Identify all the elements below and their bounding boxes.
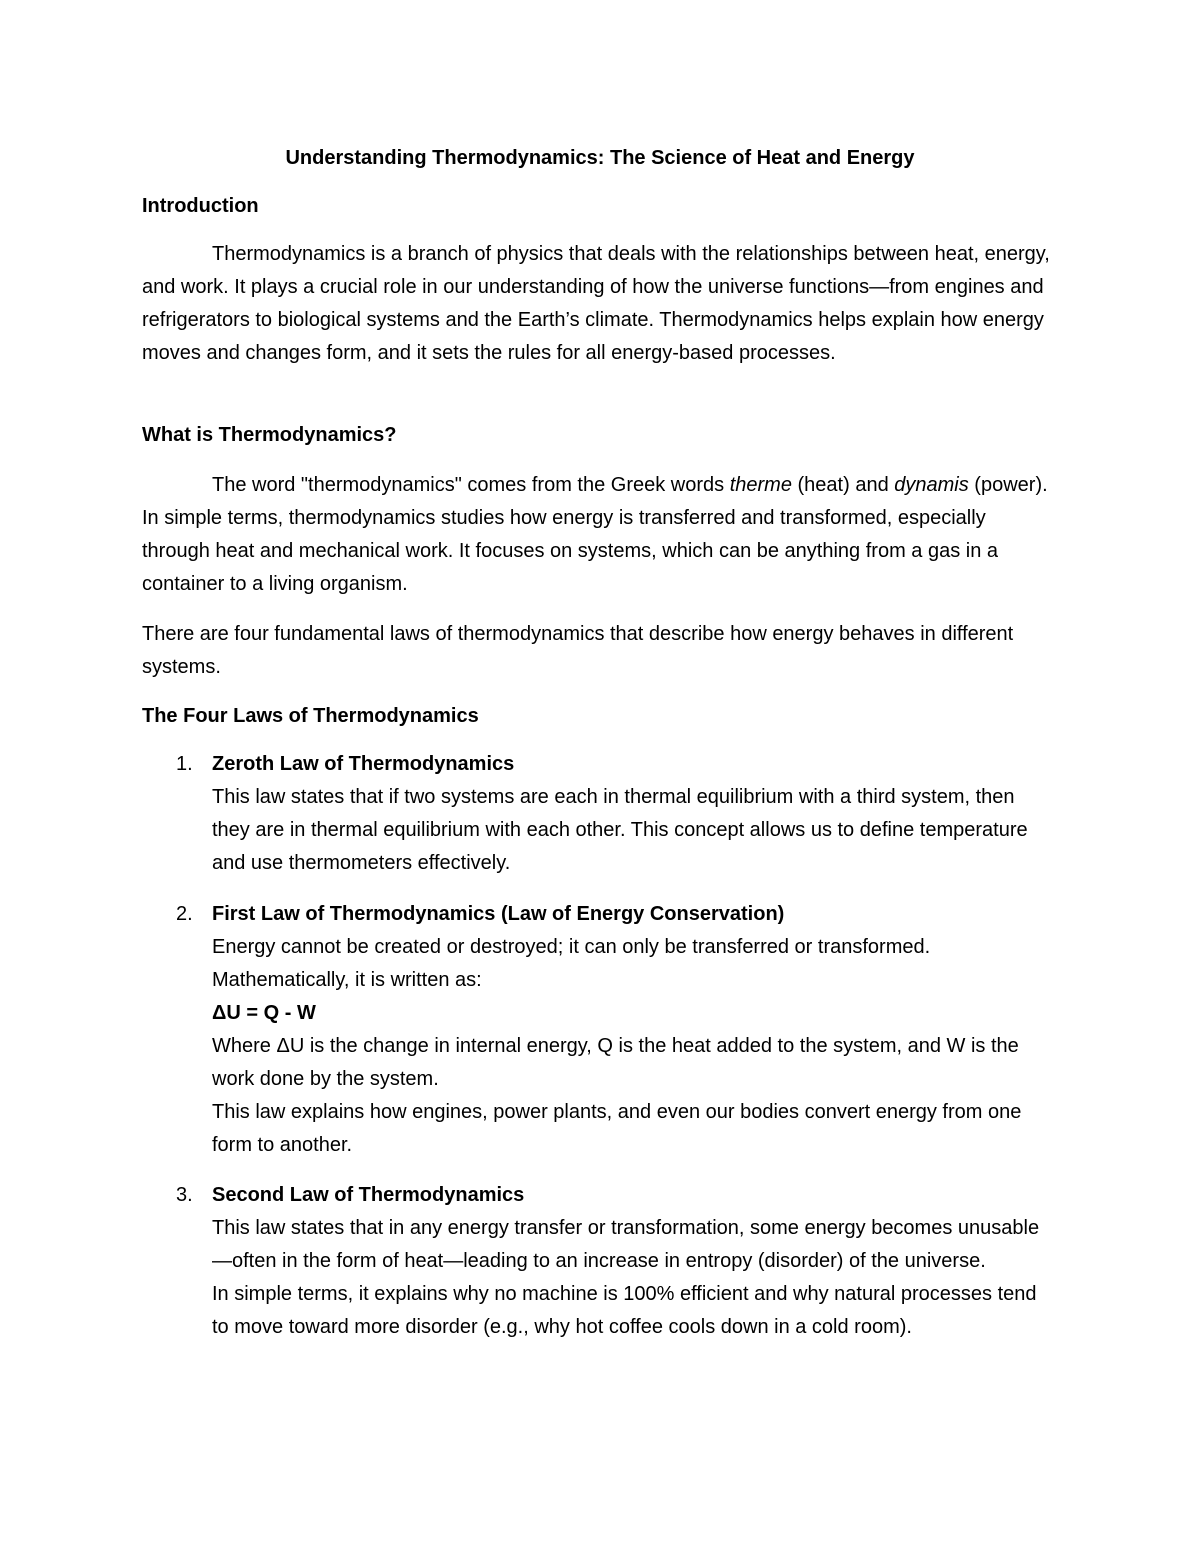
- what-p1-post: (power). In simple terms, thermodynamics studies how energy is transferred and transformed, especially through heat and mechanical work. It focuses on systems, which can be anything from a gas in a container to a living organism.: [142, 474, 1048, 595]
- intro-heading: Introduction: [142, 195, 259, 217]
- what-paragraph-2: There are four fundamental laws of thermodynamics that describe how energy behaves in different systems.: [142, 623, 1014, 678]
- law-title: First Law of Thermodynamics (Law of Energy Conservation): [212, 903, 785, 925]
- list-number: 2.: [176, 903, 193, 925]
- law-text: Where ΔU is the change in internal energy, Q is the heat added to the system, and W is the work done by the system.: [212, 1035, 1019, 1090]
- what-term-therme: therme: [729, 474, 792, 496]
- page-title: Understanding Thermodynamics: The Science of Heat and Energy: [285, 147, 915, 169]
- law-formula: ΔU = Q - W: [212, 1002, 316, 1024]
- list-number: 3.: [176, 1184, 193, 1206]
- law-text: This law states that in any energy transfer or transformation, some energy becomes unusable—often in the form of heat—leading to an increase in entropy (disorder) of the universe.: [212, 1217, 1040, 1272]
- law-text: Mathematically, it is written as:: [212, 969, 482, 991]
- list-item-body: [212, 748, 1054, 880]
- law-text: In simple terms, it explains why no machine is 100% efficient and why natural processes tend to move toward more disorder (e.g., why hot coffee cools down in a cold room).: [212, 1283, 1037, 1338]
- laws-heading: The Four Laws of Thermodynamics: [142, 705, 479, 727]
- law-text: This law explains how engines, power plants, and even our bodies convert energy from one form to another.: [212, 1101, 1022, 1156]
- law-title: Second Law of Thermodynamics: [212, 1184, 525, 1206]
- what-term-dynamis: dynamis: [894, 474, 969, 496]
- law-text: Energy cannot be created or destroyed; it can only be transferred or transformed.: [212, 936, 931, 958]
- what-p1-pre: The word "thermodynamics" comes from the Greek words: [212, 474, 730, 496]
- intro-paragraph: Thermodynamics is a branch of physics that deals with the relationships between heat, energy, and work. It plays a crucial role in our understanding of how the universe functions—from engines and refrigerators to biological systems and the Earth’s climate. Thermodynamics helps explain how energy moves and changes form, and it sets the rules for all energy-based processes.: [142, 243, 1050, 364]
- list-item-body: [212, 898, 1054, 1162]
- law-text: This law states that if two systems are each in thermal equilibrium with a third system, then they are in thermal equilibrium with each other. This concept allows us to define temperature and use thermometers effectively.: [212, 786, 1028, 874]
- list-item-body: [212, 1179, 1054, 1344]
- list-number: 1.: [176, 753, 193, 775]
- what-p1-mid: (heat) and: [791, 474, 895, 496]
- law-title: Zeroth Law of Thermodynamics: [212, 753, 515, 775]
- what-paragraph-1: [142, 469, 1054, 601]
- what-heading: What is Thermodynamics?: [142, 424, 397, 446]
